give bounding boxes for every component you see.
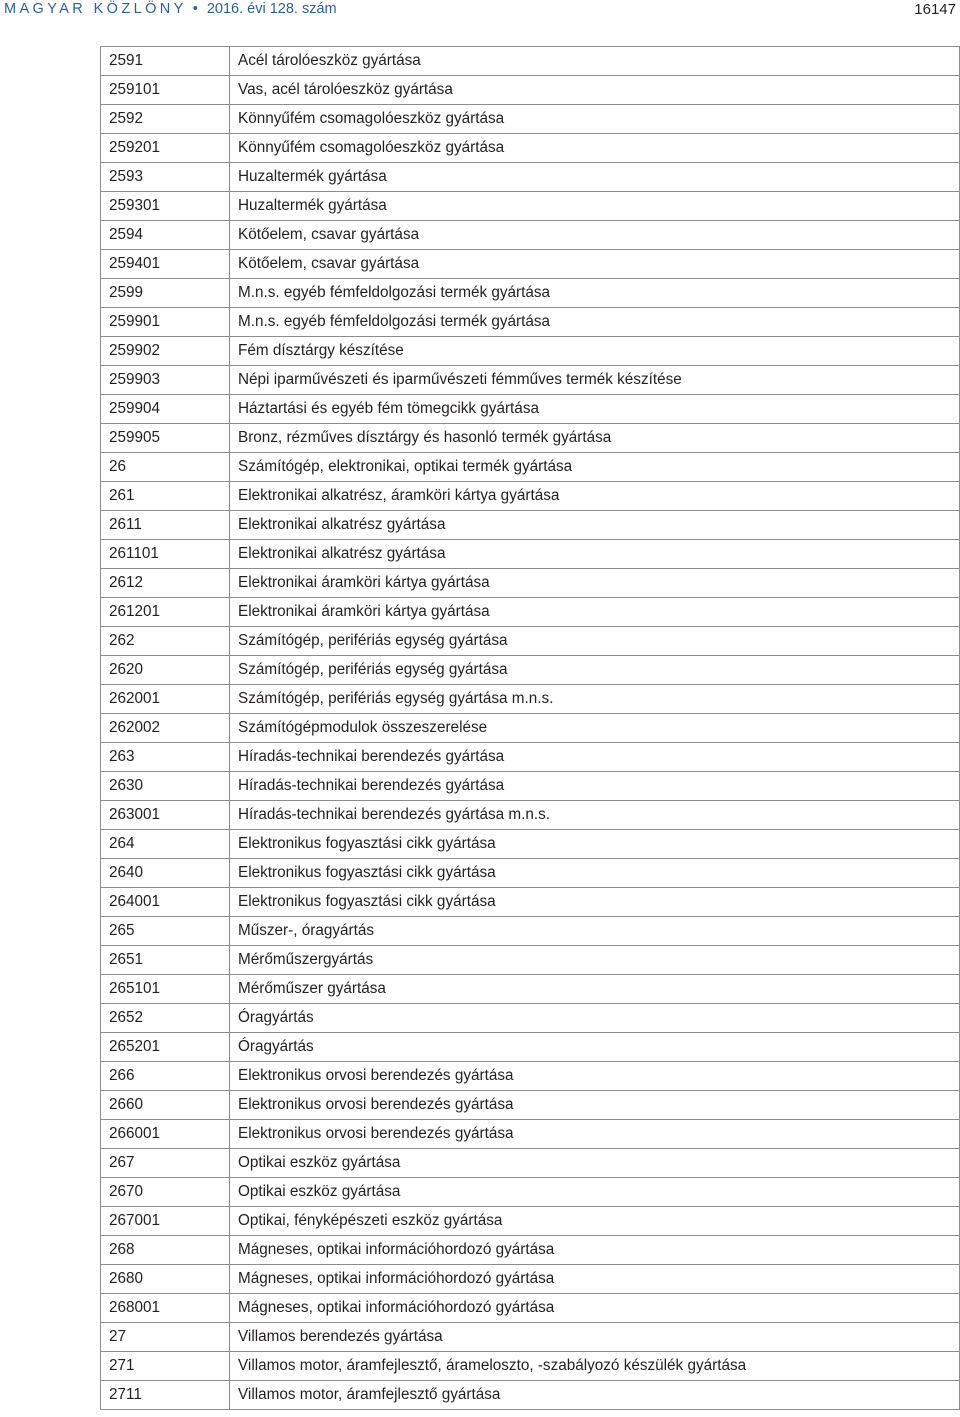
activity-code-table (100, 46, 960, 1410)
table-row (101, 337, 960, 366)
table-row (101, 975, 960, 1004)
table-row (101, 308, 960, 337)
table-row (101, 1062, 960, 1091)
description-cell: Híradás-technikai berendezés gyártása (230, 743, 960, 772)
code-cell: 2612 (101, 569, 230, 598)
table-row (101, 482, 960, 511)
table-row (101, 946, 960, 975)
running-head (4, 1, 337, 17)
description-cell: Műszer-, óragyártás (230, 917, 960, 946)
code-cell: 2680 (101, 1265, 230, 1294)
code-cell: 2660 (101, 1091, 230, 1120)
description-cell: Híradás-technikai berendezés gyártása (230, 772, 960, 801)
code-cell: 264 (101, 830, 230, 859)
code-cell: 261101 (101, 540, 230, 569)
code-cell: 268 (101, 1236, 230, 1265)
code-cell: 259903 (101, 366, 230, 395)
code-cell: 264001 (101, 888, 230, 917)
code-cell: 259101 (101, 76, 230, 105)
description-cell: Mágneses, optikai információhordozó gyártása (230, 1236, 960, 1265)
description-cell: Villamos berendezés gyártása (230, 1323, 960, 1352)
issue-label: 2016. évi 128. szám (206, 1, 337, 17)
code-cell: 2711 (101, 1381, 230, 1410)
table-row (101, 511, 960, 540)
description-cell: Elektronikus orvosi berendezés gyártása (230, 1120, 960, 1149)
code-cell: 2591 (101, 47, 230, 76)
table-row (101, 627, 960, 656)
code-cell: 262002 (101, 714, 230, 743)
table-row (101, 801, 960, 830)
table-row (101, 250, 960, 279)
table-row (101, 1381, 960, 1410)
table-row (101, 1004, 960, 1033)
table-row (101, 221, 960, 250)
table-row (101, 888, 960, 917)
description-cell: Elektronikai alkatrész gyártása (230, 511, 960, 540)
code-cell: 26 (101, 453, 230, 482)
description-cell: M.n.s. egyéb fémfeldolgozási termék gyártása (230, 308, 960, 337)
table-row (101, 540, 960, 569)
code-cell: 2593 (101, 163, 230, 192)
description-cell: Mérőműszer gyártása (230, 975, 960, 1004)
table-row (101, 163, 960, 192)
publication-title: MAGYAR KÖZLÖNY (4, 1, 187, 17)
table-row (101, 1178, 960, 1207)
description-cell: Óragyártás (230, 1033, 960, 1062)
table-row (101, 1323, 960, 1352)
description-cell: Villamos motor, áramfejlesztő gyártása (230, 1381, 960, 1410)
table-row (101, 830, 960, 859)
description-cell: Elektronikus fogyasztási cikk gyártása (230, 830, 960, 859)
description-cell: Elektronikus fogyasztási cikk gyártása (230, 888, 960, 917)
description-cell: Háztartási és egyéb fém tömegcikk gyártása (230, 395, 960, 424)
table-row (101, 1149, 960, 1178)
code-cell: 2640 (101, 859, 230, 888)
description-cell: Optikai, fényképészeti eszköz gyártása (230, 1207, 960, 1236)
code-cell: 2651 (101, 946, 230, 975)
description-cell: Huzaltermék gyártása (230, 163, 960, 192)
description-cell: Számítógép, perifériás egység gyártása (230, 656, 960, 685)
code-cell: 263001 (101, 801, 230, 830)
description-cell: Acél tárolóeszköz gyártása (230, 47, 960, 76)
description-cell: Kötőelem, csavar gyártása (230, 250, 960, 279)
description-cell: Elektronikai alkatrész gyártása (230, 540, 960, 569)
description-cell: Óragyártás (230, 1004, 960, 1033)
description-cell: Könnyűfém csomagolóeszköz gyártása (230, 105, 960, 134)
code-cell: 259401 (101, 250, 230, 279)
description-cell: Könnyűfém csomagolóeszköz gyártása (230, 134, 960, 163)
code-cell: 259905 (101, 424, 230, 453)
table-row (101, 1265, 960, 1294)
description-cell: Optikai eszköz gyártása (230, 1178, 960, 1207)
description-cell: Optikai eszköz gyártása (230, 1149, 960, 1178)
code-cell: 268001 (101, 1294, 230, 1323)
table-row (101, 598, 960, 627)
table-row (101, 47, 960, 76)
description-cell: Villamos motor, áramfejlesztő, árameloszto, -szabályozó készülék gyártása (230, 1352, 960, 1381)
code-cell: 267001 (101, 1207, 230, 1236)
table-body (101, 47, 960, 1410)
table-row (101, 859, 960, 888)
page-number: 16147 (914, 1, 956, 18)
description-cell: Számítógépmodulok összeszerelése (230, 714, 960, 743)
code-cell: 261 (101, 482, 230, 511)
table-row (101, 1294, 960, 1323)
description-cell: Elektronikai áramköri kártya gyártása (230, 569, 960, 598)
table-row (101, 105, 960, 134)
description-cell: Számítógép, perifériás egység gyártása m.n.s. (230, 685, 960, 714)
bullet-separator: • (192, 1, 198, 17)
description-cell: Bronz, rézműves dísztárgy és hasonló termék gyártása (230, 424, 960, 453)
table-row (101, 1352, 960, 1381)
table-row (101, 1236, 960, 1265)
code-cell: 259902 (101, 337, 230, 366)
code-cell: 271 (101, 1352, 230, 1381)
code-cell: 261201 (101, 598, 230, 627)
code-cell: 262 (101, 627, 230, 656)
code-cell: 259904 (101, 395, 230, 424)
code-cell: 2592 (101, 105, 230, 134)
description-cell: Elektronikus orvosi berendezés gyártása (230, 1062, 960, 1091)
table-row (101, 772, 960, 801)
table-row (101, 1033, 960, 1062)
code-cell: 2652 (101, 1004, 230, 1033)
code-cell: 259301 (101, 192, 230, 221)
table-row (101, 395, 960, 424)
code-cell: 266001 (101, 1120, 230, 1149)
page-header (0, 0, 960, 22)
table-row (101, 714, 960, 743)
description-cell: Népi iparművészeti és iparművészeti fémműves termék készítése (230, 366, 960, 395)
description-cell: Számítógép, elektronikai, optikai termék gyártása (230, 453, 960, 482)
table-row (101, 134, 960, 163)
table-row (101, 1091, 960, 1120)
description-cell: M.n.s. egyéb fémfeldolgozási termék gyártása (230, 279, 960, 308)
table-row (101, 569, 960, 598)
description-cell: Elektronikai alkatrész, áramköri kártya gyártása (230, 482, 960, 511)
code-cell: 27 (101, 1323, 230, 1352)
code-cell: 2620 (101, 656, 230, 685)
code-cell: 2599 (101, 279, 230, 308)
table-row (101, 743, 960, 772)
description-cell: Mágneses, optikai információhordozó gyártása (230, 1265, 960, 1294)
description-cell: Mérőműszergyártás (230, 946, 960, 975)
description-cell: Elektronikai áramköri kártya gyártása (230, 598, 960, 627)
table-row (101, 685, 960, 714)
table-row (101, 279, 960, 308)
table-row (101, 1207, 960, 1236)
code-cell: 266 (101, 1062, 230, 1091)
description-cell: Kötőelem, csavar gyártása (230, 221, 960, 250)
table-row (101, 453, 960, 482)
table-row (101, 1120, 960, 1149)
table-row (101, 192, 960, 221)
code-cell: 263 (101, 743, 230, 772)
code-cell: 2611 (101, 511, 230, 540)
table-row (101, 917, 960, 946)
description-cell: Híradás-technikai berendezés gyártása m.n.s. (230, 801, 960, 830)
description-cell: Elektronikus orvosi berendezés gyártása (230, 1091, 960, 1120)
code-cell: 267 (101, 1149, 230, 1178)
table-row (101, 424, 960, 453)
code-cell: 259201 (101, 134, 230, 163)
code-cell: 259901 (101, 308, 230, 337)
code-cell: 262001 (101, 685, 230, 714)
code-cell: 2630 (101, 772, 230, 801)
description-cell: Vas, acél tárolóeszköz gyártása (230, 76, 960, 105)
description-cell: Mágneses, optikai információhordozó gyártása (230, 1294, 960, 1323)
code-cell: 2594 (101, 221, 230, 250)
table-row (101, 76, 960, 105)
code-cell: 2670 (101, 1178, 230, 1207)
description-cell: Elektronikus fogyasztási cikk gyártása (230, 859, 960, 888)
description-cell: Számítógép, perifériás egység gyártása (230, 627, 960, 656)
description-cell: Fém dísztárgy készítése (230, 337, 960, 366)
code-cell: 265101 (101, 975, 230, 1004)
description-cell: Huzaltermék gyártása (230, 192, 960, 221)
table-row (101, 366, 960, 395)
code-cell: 265201 (101, 1033, 230, 1062)
table-row (101, 656, 960, 685)
code-cell: 265 (101, 917, 230, 946)
